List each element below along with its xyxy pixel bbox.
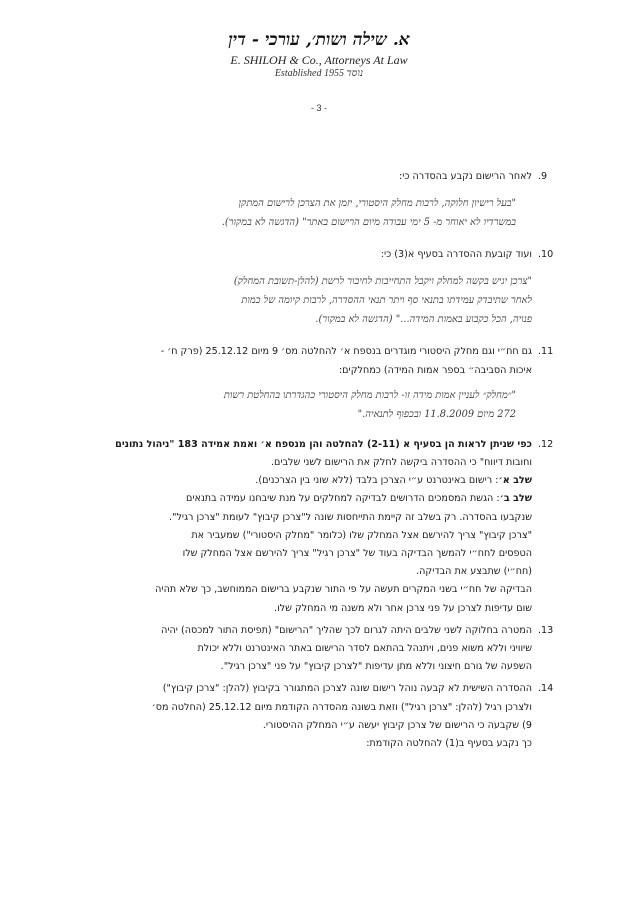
section-line: הטפסים לחח״י להמשך הבדיקה בעוד של "צרכן רגיל" צריך להירשם אצל המחלק שלו (182, 548, 532, 560)
document-body (58, 168, 554, 753)
established-line: Established 1955 נוסד (274, 68, 364, 79)
quote-line: "בעל רישיון חלוקה, לרבות מחלק היסטורי, יזמן את הצרכן לרישום המתקן (238, 198, 516, 210)
quote-line: "״מחלק״ לעניין אמות מידה זו- לרבות מחלק היסטורי כהגדרתו בהחלטת רשות (223, 389, 516, 401)
quote-line: במשרדיו לא יאוחר מ- 5 ימי עבודה מיום הרישום באתר" (הדגשה לא במקור). (221, 217, 516, 229)
letterhead (0, 30, 638, 102)
firm-name-english: E. SHILOH & Co., Attorneys At Law (230, 53, 408, 67)
page-number: - 3 - (310, 103, 327, 113)
section-line: 9) שקבעה כי הרישום של צרכן קיבוץ יעשה ע״י המחלק ההיסטורי. (262, 719, 532, 731)
section-12 (58, 436, 554, 618)
quote-block (58, 194, 516, 232)
firm-name-hebrew: א. שילה ושות׳, עורכי - דין (228, 30, 410, 50)
section-line: ולצרכן רגיל (להלן: "צרכן רגיל") וזאת בשונה מהסדרה הקודמת מיום 25.12.12 (החלטה מס׳ (151, 701, 532, 713)
section-line: כפי שניתן לראות הן בסעיף א (2-11) להחלטה והן מנספח א׳ ואמת אמידה 183 "ניהול נתונים (115, 438, 532, 450)
stage-b-label: שלב ב׳ (499, 493, 532, 505)
section-number: .11 (538, 346, 554, 358)
section-number: .9 (538, 171, 548, 182)
section-line: שיוויני וללא משוא פנים, ויתנהל בהתאם לסדר הרישום באתר האינטרנט וללא יכולת (197, 643, 532, 655)
section-line: ההסדרה השישית לא קבעה נוהל רישום שונה לצרכן המתגורר בקיבוץ (להלן: "צרכן קיבוץ") (162, 683, 532, 695)
section-14 (58, 680, 554, 753)
section-13 (58, 622, 554, 677)
section-line: גם חח״י וגם מחלק היסטורי מוגדרים בנספח א׳ להחלטה מס׳ 9 מיום 25.12.12 (פרק ח׳ - (160, 346, 532, 358)
quote-line: לאחר שתיבדק עמידתו בתנאי סף ויתר תנאי ההסדרה, לרבות קיומה של כמות (241, 295, 532, 307)
section-line: וחובות דיווח" כי ההסדרה ביקשה לחלק את הרישום לשני שלבים. (270, 457, 532, 469)
section-line: הבדיקה של חח״י בשני המקרים תעשה על פי התור שנקבע ברישום הממוחשב, כך שלא תהיה (155, 584, 532, 596)
section-lead: לאחר הרישום נקבע בהסדרה כי: (399, 171, 532, 182)
quote-line: פנויה, הכל כקבוע באמות המידה..." (הדגשה לא במקור). (315, 314, 532, 326)
section-line: איכות הסביבה״ בספר אמות המידה) כמחלקים: (338, 364, 532, 376)
section-line: שום עדיפות לצרכן על פני צרכן אחר ולא משנה מי המחלק שלו. (274, 602, 532, 614)
quote-block (58, 386, 516, 424)
quote-block (58, 272, 532, 329)
quote-line: 272 מיום 11.8.2009 ובכפוף לתנאיה." (357, 408, 516, 420)
section-number: .10 (538, 249, 554, 261)
stage-a-text: : רישום באינטרנט ע״י הצרכן בלבד (ללא שוני בין הצרכנים). (255, 475, 499, 487)
section-lead: ועוד קובעת ההסדרה בסעיף א(3) כי: (380, 249, 532, 261)
quote-line: "צרכן יגיש בקשה למחלק ויקבל התחייבות לחיבור לרשת (להלן-תשובת המחלק) (233, 276, 532, 288)
section-line: שנקבעו בהסדרה. רק בשלב זה קיימת התייחסות שונה ל"צרכן קיבוץ" לעומת "צרכן רגיל". (169, 511, 532, 523)
section-line: השפעה של גורם חיצוני וללא מתן עדיפות "לצרכן קיבוץ" על פני "צרכן רגיל". (220, 661, 532, 673)
section-line: המטרה בחלוקה לשני שלבים היתה לגרום לכך שהליך "הרישום" (תפיסת התור למכסה) יהיה (161, 624, 532, 636)
section-line: (חח״י) שתבצע את הבדיקה. (416, 566, 532, 578)
stage-a-label: שלב א׳ (498, 475, 532, 487)
section-10 (58, 246, 554, 329)
stage-b-text: : הגשת המסמכים הדרושים לבדיקה למחלקים על מנת שיבחנו עמידה בתנאים (186, 493, 500, 505)
section-line: "צרכן קיבוץ" צריך להירשם אצל המחלק שלו (כלומר "מחלק היסטורי") שמעביר את (191, 529, 532, 541)
section-11 (58, 343, 554, 423)
section-number: .12 (538, 438, 554, 450)
section-number: .13 (538, 624, 554, 636)
section-number: .14 (538, 683, 554, 695)
section-9 (58, 168, 548, 232)
section-line: כך נקבע בסעיף ב(1) להחלטה הקודמת: (366, 738, 532, 750)
stage-b-line (58, 490, 532, 508)
stage-a-line (58, 472, 532, 490)
